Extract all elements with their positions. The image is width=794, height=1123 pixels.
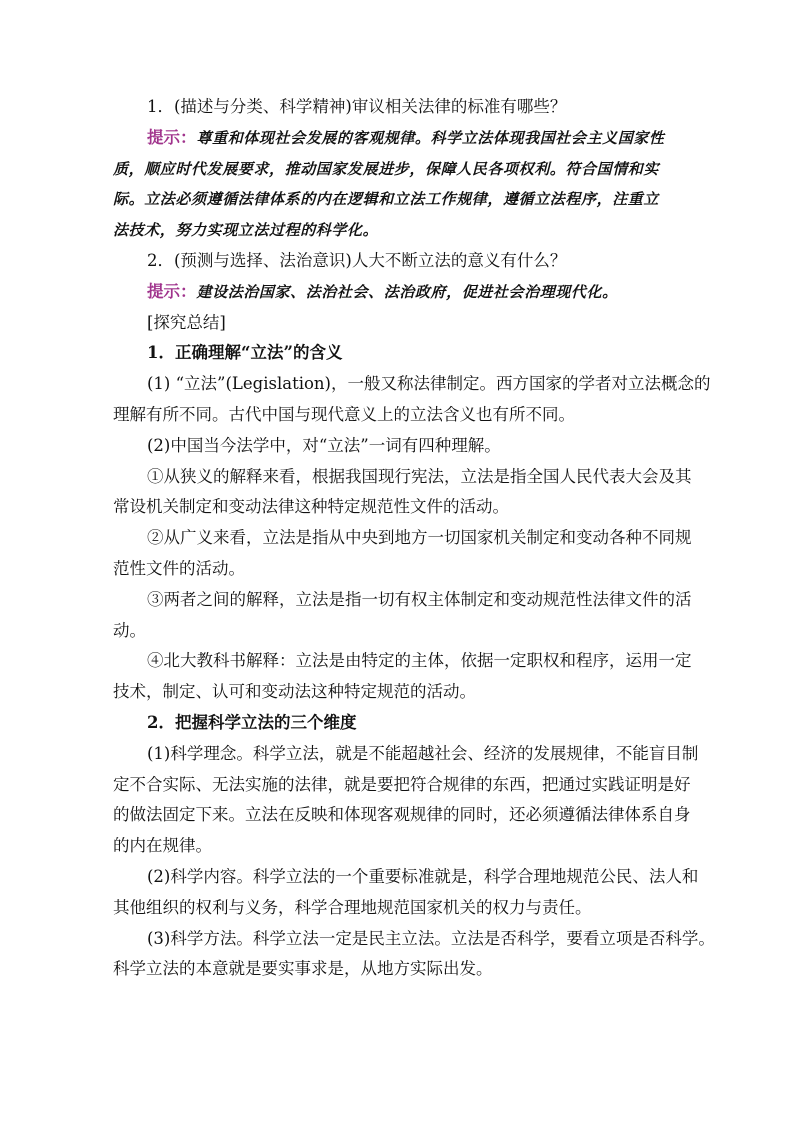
summary-heading: [探究总结] — [147, 312, 226, 332]
s2-para-1-line-2: 定不合实际、无法实施的法律，就是要把符合规律的东西，把通过实践证明是好 — [113, 774, 691, 794]
s1-para-5-line-1: ③两者之间的解释，立法是指一切有权主体制定和变动规范性法律文件的活 — [147, 589, 692, 609]
hint-1-line-2: 质，顺应时代发展要求，推动国家发展进步，保障人民各项权利。符合国情和实 — [113, 159, 660, 178]
s1-para-1-line-2: 理解有所不同。古代中国与现代意义上的立法含义也有所不同。 — [113, 404, 575, 424]
s1-para-2-line-1: (2)中国当今法学中，对“立法”一词有四种理解。 — [147, 435, 501, 455]
s1-para-6-line-2: 技术，制定、认可和变动法这种特定规范的活动。 — [113, 682, 476, 702]
s2-para-1-line-1: (1)科学理念。科学立法，就是不能超越社会、经济的发展规律，不能盲目制 — [147, 743, 699, 763]
section-1-title: 1．正确理解“立法”的含义 — [147, 343, 343, 363]
s1-para-4-line-2: 范性文件的活动。 — [113, 558, 245, 578]
s1-para-3-line-1: ①从狭义的解释来看，根据我国现行宪法，立法是指全国人民代表大会及其 — [147, 466, 692, 486]
hint-1-line-1 — [113, 123, 685, 154]
s2-para-2-line-2: 其他组织的权利与义务，科学合理地规范国家机关的权力与责任。 — [113, 897, 592, 917]
question-2: 2．(预测与选择、法治意识)人大不断立法的意义有什么？ — [147, 250, 567, 270]
hint-1-line-4: 法技术，努力实现立法过程的科学化。 — [113, 221, 379, 240]
hint-2-label: 提示： — [147, 281, 197, 301]
hint-1-label: 提示： — [147, 127, 197, 147]
s2-para-3-line-2: 科学立法的本意就是要实事求是，从地方实际出发。 — [113, 959, 493, 979]
document-page — [113, 92, 715, 985]
hint-2-text: 建设法治国家、法治社会、法治政府，促进社会治理现代化。 — [196, 282, 618, 301]
question-1: 1．(描述与分类、科学精神)审议相关法律的标准有哪些？ — [147, 97, 567, 116]
hint-2 — [113, 277, 685, 308]
s1-para-4-line-1: ②从广义来看，立法是指从中央到地方一切国家机关制定和变动各种不同规 — [147, 528, 692, 548]
s2-para-2-line-1: (2)科学内容。科学立法的一个重要标准就是，科学合理地规范公民、法人和 — [147, 866, 699, 886]
hint-1-line-3: 际。立法必须遵循法律体系的内在逻辑和立法工作规律，遵循立法程序，注重立 — [113, 190, 660, 209]
section-2-title: 2．把握科学立法的三个维度 — [147, 712, 357, 732]
s2-para-1-line-4: 的内在规律。 — [113, 836, 212, 856]
s1-para-3-line-2: 常设机关制定和变动法律这种特定规范性文件的活动。 — [113, 497, 509, 517]
s1-para-6-line-1: ④北大教科书解释：立法是由特定的主体，依据一定职权和程序，运用一定 — [147, 651, 692, 671]
s1-para-1-line-1: (1) “立法”(Legislation)，一般又称法律制定。西方国家的学者对立法概念的 — [147, 374, 711, 394]
s2-para-1-line-3: 的做法固定下来。立法在反映和体现客观规律的同时，还必须遵循法律体系自身 — [113, 805, 691, 825]
s1-para-5-line-2: 动。 — [113, 620, 146, 640]
s2-para-3-line-1: (3)科学方法。科学立法一定是民主立法。立法是否科学，要看立项是否科学。 — [147, 928, 715, 948]
hint-1-text: 尊重和体现社会发展的客观规律。科学立法体现我国社会主义国家性 — [196, 128, 665, 147]
